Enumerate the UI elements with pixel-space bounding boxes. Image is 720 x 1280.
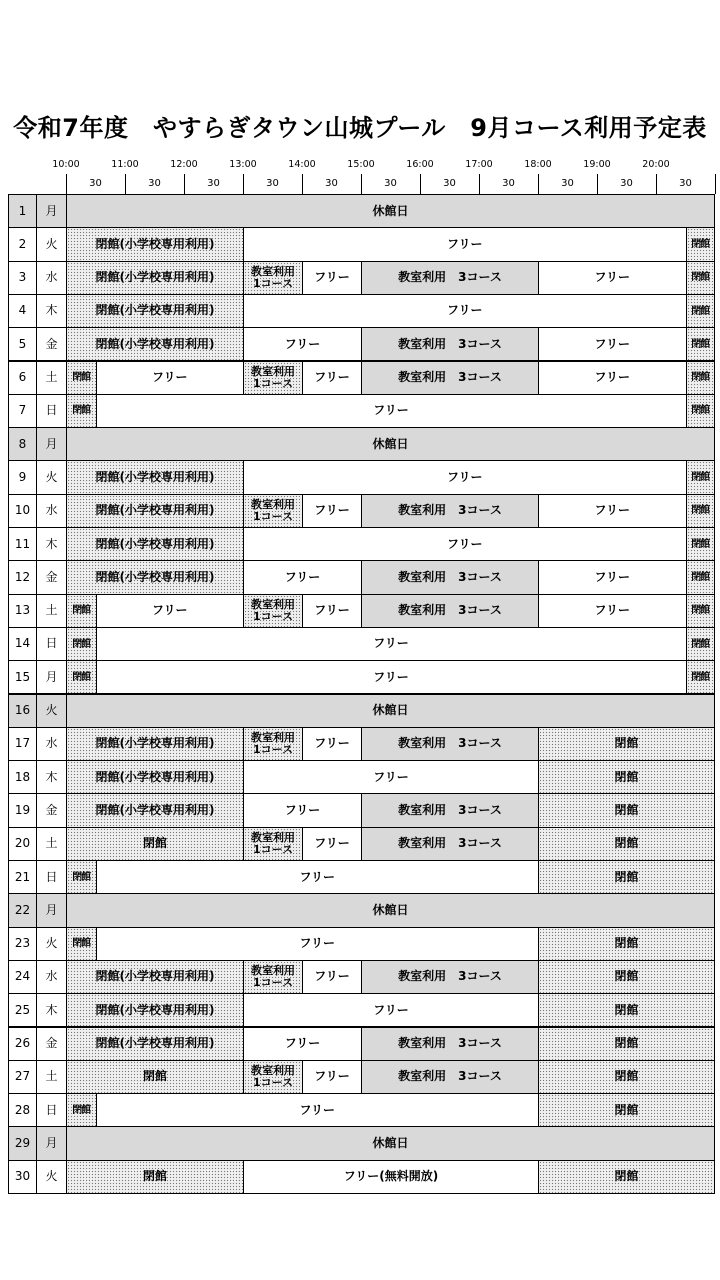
closed-cell: 閉館 bbox=[686, 560, 716, 594]
weekday-cell: 水 bbox=[36, 494, 67, 528]
weekday-cell: 月 bbox=[36, 1126, 67, 1160]
weekday-cell: 火 bbox=[36, 1160, 67, 1194]
time-tick bbox=[538, 174, 539, 194]
weekday-cell: 木 bbox=[36, 760, 67, 794]
free-cell: フリー bbox=[302, 827, 362, 861]
closed-school-cell: 閉館(小学校専用利用) bbox=[66, 1027, 244, 1061]
closed-cell: 閉館 bbox=[686, 494, 716, 528]
time-label: 18:00 bbox=[524, 159, 552, 170]
closed-cell: 閉館 bbox=[686, 460, 716, 494]
closed-school-cell: 閉館(小学校専用利用) bbox=[66, 494, 244, 528]
date-cell: 29 bbox=[8, 1126, 37, 1160]
date-cell: 9 bbox=[8, 460, 37, 494]
class-3-course-cell: 教室利用 3コース bbox=[361, 727, 539, 761]
closed-cell: 閉館 bbox=[538, 827, 715, 861]
time-label: 12:00 bbox=[170, 159, 198, 170]
closed-cell: 閉館 bbox=[686, 294, 716, 328]
time-tick bbox=[184, 174, 185, 194]
closed-cell: 閉館 bbox=[66, 660, 97, 694]
class-1-course-line2: 1コース bbox=[252, 609, 294, 623]
half-hour-label: 30 bbox=[89, 178, 102, 189]
class-1-course-line2: 1コース bbox=[252, 976, 294, 990]
time-label: 14:00 bbox=[288, 159, 316, 170]
time-label: 20:00 bbox=[642, 159, 670, 170]
class-1-course-line1: 教室利用 bbox=[251, 497, 295, 511]
closed-school-cell: 閉館(小学校専用利用) bbox=[66, 261, 244, 295]
class-1-course-line1: 教室利用 bbox=[251, 364, 295, 378]
closed-cell: 閉館 bbox=[66, 627, 97, 661]
weekday-cell: 金 bbox=[36, 1027, 67, 1061]
weekday-cell: 水 bbox=[36, 960, 67, 994]
time-tick bbox=[66, 174, 67, 194]
time-tick bbox=[243, 174, 244, 194]
class-3-course-cell: 教室利用 3コース bbox=[361, 793, 539, 827]
date-cell: 30 bbox=[8, 1160, 37, 1194]
date-cell: 5 bbox=[8, 327, 37, 361]
free-cell: フリー bbox=[302, 594, 362, 628]
free-cell: フリー bbox=[96, 627, 687, 661]
closed-cell: 閉館 bbox=[686, 527, 716, 561]
free-cell: フリー bbox=[243, 227, 687, 261]
holiday-cell: 休館日 bbox=[66, 893, 715, 927]
time-label: 10:00 bbox=[52, 159, 80, 170]
closed-school-cell: 閉館(小学校専用利用) bbox=[66, 760, 244, 794]
class-1-course-cell bbox=[243, 494, 303, 528]
closed-cell: 閉館 bbox=[538, 960, 715, 994]
free-cell: フリー bbox=[243, 1027, 362, 1061]
free-cell: フリー bbox=[302, 261, 362, 295]
weekday-cell: 月 bbox=[36, 893, 67, 927]
closed-cell: 閉館 bbox=[66, 1160, 244, 1194]
closed-school-cell: 閉館(小学校専用利用) bbox=[66, 793, 244, 827]
time-tick bbox=[125, 174, 126, 194]
class-1-course-line1: 教室利用 bbox=[251, 963, 295, 977]
date-cell: 23 bbox=[8, 927, 37, 961]
date-cell: 2 bbox=[8, 227, 37, 261]
closed-cell: 閉館 bbox=[538, 993, 715, 1027]
free-cell: フリー bbox=[302, 361, 362, 395]
closed-school-cell: 閉館(小学校専用利用) bbox=[66, 227, 244, 261]
weekday-cell: 木 bbox=[36, 993, 67, 1027]
class-1-course-line2: 1コース bbox=[252, 1075, 294, 1089]
weekday-cell: 金 bbox=[36, 793, 67, 827]
half-hour-label: 30 bbox=[679, 178, 692, 189]
time-tick bbox=[597, 174, 598, 194]
weekday-cell: 水 bbox=[36, 261, 67, 295]
date-cell: 26 bbox=[8, 1027, 37, 1061]
class-1-course-line2: 1コース bbox=[252, 509, 294, 523]
date-cell: 10 bbox=[8, 494, 37, 528]
weekday-cell: 日 bbox=[36, 1093, 67, 1127]
closed-cell: 閉館 bbox=[686, 361, 716, 395]
class-1-course-cell bbox=[243, 594, 303, 628]
time-label: 15:00 bbox=[347, 159, 375, 170]
closed-school-cell: 閉館(小学校専用利用) bbox=[66, 993, 244, 1027]
class-1-course-line2: 1コース bbox=[252, 742, 294, 756]
free-cell: フリー bbox=[243, 460, 687, 494]
weekday-cell: 金 bbox=[36, 560, 67, 594]
free-cell: フリー bbox=[243, 294, 687, 328]
class-3-course-cell: 教室利用 3コース bbox=[361, 1027, 539, 1061]
time-label: 13:00 bbox=[229, 159, 257, 170]
time-tick bbox=[420, 174, 421, 194]
class-1-course-cell bbox=[243, 361, 303, 395]
weekday-cell: 土 bbox=[36, 827, 67, 861]
weekday-cell: 火 bbox=[36, 694, 67, 728]
time-label: 16:00 bbox=[406, 159, 434, 170]
weekday-cell: 土 bbox=[36, 594, 67, 628]
class-3-course-cell: 教室利用 3コース bbox=[361, 1060, 539, 1094]
half-hour-label: 30 bbox=[561, 178, 574, 189]
holiday-cell: 休館日 bbox=[66, 1126, 715, 1160]
closed-cell: 閉館 bbox=[538, 760, 715, 794]
date-cell: 27 bbox=[8, 1060, 37, 1094]
class-1-course-line2: 1コース bbox=[252, 842, 294, 856]
weekday-cell: 木 bbox=[36, 294, 67, 328]
class-1-course-line2: 1コース bbox=[252, 376, 294, 390]
date-cell: 3 bbox=[8, 261, 37, 295]
free-cell: フリー bbox=[302, 960, 362, 994]
closed-cell: 閉館 bbox=[686, 394, 716, 428]
weekday-cell: 日 bbox=[36, 394, 67, 428]
date-cell: 11 bbox=[8, 527, 37, 561]
closed-cell: 閉館 bbox=[686, 261, 716, 295]
closed-cell: 閉館 bbox=[66, 361, 97, 395]
free-cell: フリー bbox=[302, 494, 362, 528]
date-cell: 13 bbox=[8, 594, 37, 628]
closed-cell: 閉館 bbox=[686, 227, 716, 261]
free-cell: フリー bbox=[243, 327, 362, 361]
date-cell: 24 bbox=[8, 960, 37, 994]
closed-school-cell: 閉館(小学校専用利用) bbox=[66, 960, 244, 994]
date-cell: 19 bbox=[8, 793, 37, 827]
free-open-cell: フリー(無料開放) bbox=[243, 1160, 539, 1194]
closed-cell: 閉館 bbox=[66, 927, 97, 961]
date-cell: 7 bbox=[8, 394, 37, 428]
date-cell: 18 bbox=[8, 760, 37, 794]
free-cell: フリー bbox=[243, 527, 687, 561]
class-3-course-cell: 教室利用 3コース bbox=[361, 327, 539, 361]
closed-cell: 閉館 bbox=[66, 394, 97, 428]
weekday-cell: 火 bbox=[36, 227, 67, 261]
holiday-cell: 休館日 bbox=[66, 427, 715, 461]
class-3-course-cell: 教室利用 3コース bbox=[361, 560, 539, 594]
time-header bbox=[0, 0, 720, 200]
class-3-course-cell: 教室利用 3コース bbox=[361, 494, 539, 528]
free-cell: フリー bbox=[538, 594, 687, 628]
class-1-course-line1: 教室利用 bbox=[251, 1063, 295, 1077]
date-cell: 21 bbox=[8, 860, 37, 894]
class-1-course-cell bbox=[243, 827, 303, 861]
date-cell: 20 bbox=[8, 827, 37, 861]
class-3-course-cell: 教室利用 3コース bbox=[361, 827, 539, 861]
class-3-course-cell: 教室利用 3コース bbox=[361, 261, 539, 295]
class-1-course-cell bbox=[243, 960, 303, 994]
class-1-course-line1: 教室利用 bbox=[251, 597, 295, 611]
closed-school-cell: 閉館(小学校専用利用) bbox=[66, 294, 244, 328]
time-tick bbox=[479, 174, 480, 194]
closed-cell: 閉館 bbox=[686, 327, 716, 361]
closed-cell: 閉館 bbox=[538, 1060, 715, 1094]
weekday-cell: 土 bbox=[36, 361, 67, 395]
closed-cell: 閉館 bbox=[686, 627, 716, 661]
weekday-cell: 日 bbox=[36, 627, 67, 661]
half-hour-label: 30 bbox=[325, 178, 338, 189]
date-cell: 25 bbox=[8, 993, 37, 1027]
weekday-cell: 火 bbox=[36, 460, 67, 494]
closed-school-cell: 閉館(小学校専用利用) bbox=[66, 460, 244, 494]
date-cell: 14 bbox=[8, 627, 37, 661]
weekday-cell: 日 bbox=[36, 860, 67, 894]
class-1-course-cell bbox=[243, 261, 303, 295]
class-3-course-cell: 教室利用 3コース bbox=[361, 361, 539, 395]
weekday-cell: 水 bbox=[36, 727, 67, 761]
time-tick bbox=[361, 174, 362, 194]
date-cell: 28 bbox=[8, 1093, 37, 1127]
closed-cell: 閉館 bbox=[66, 1093, 97, 1127]
closed-cell: 閉館 bbox=[538, 1027, 715, 1061]
holiday-cell: 休館日 bbox=[66, 194, 715, 228]
closed-school-cell: 閉館(小学校専用利用) bbox=[66, 727, 244, 761]
holiday-cell: 休館日 bbox=[66, 694, 715, 728]
free-cell: フリー bbox=[243, 793, 362, 827]
half-hour-label: 30 bbox=[384, 178, 397, 189]
half-hour-label: 30 bbox=[502, 178, 515, 189]
free-cell: フリー bbox=[538, 494, 687, 528]
free-cell: フリー bbox=[96, 361, 245, 395]
time-label: 19:00 bbox=[583, 159, 611, 170]
date-cell: 1 bbox=[8, 194, 37, 228]
free-cell: フリー bbox=[243, 993, 539, 1027]
class-1-course-line2: 1コース bbox=[252, 276, 294, 290]
half-hour-label: 30 bbox=[148, 178, 161, 189]
class-3-course-cell: 教室利用 3コース bbox=[361, 594, 539, 628]
time-label: 17:00 bbox=[465, 159, 493, 170]
free-cell: フリー bbox=[96, 1093, 540, 1127]
date-cell: 8 bbox=[8, 427, 37, 461]
date-cell: 4 bbox=[8, 294, 37, 328]
class-1-course-cell bbox=[243, 727, 303, 761]
free-cell: フリー bbox=[302, 1060, 362, 1094]
half-hour-label: 30 bbox=[620, 178, 633, 189]
closed-cell: 閉館 bbox=[538, 1093, 715, 1127]
closed-cell: 閉館 bbox=[66, 1060, 244, 1094]
date-cell: 6 bbox=[8, 361, 37, 395]
free-cell: フリー bbox=[302, 727, 362, 761]
half-hour-label: 30 bbox=[266, 178, 279, 189]
free-cell: フリー bbox=[96, 660, 687, 694]
weekday-cell: 月 bbox=[36, 660, 67, 694]
class-1-course-line1: 教室利用 bbox=[251, 264, 295, 278]
free-cell: フリー bbox=[538, 327, 687, 361]
weekday-cell: 金 bbox=[36, 327, 67, 361]
closed-cell: 閉館 bbox=[686, 594, 716, 628]
page-title: 令和7年度 やすらぎタウン山城プール 9月コース利用予定表 bbox=[13, 114, 707, 142]
time-tick bbox=[715, 174, 716, 194]
class-1-course-cell bbox=[243, 1060, 303, 1094]
class-3-course-cell: 教室利用 3コース bbox=[361, 960, 539, 994]
closed-school-cell: 閉館(小学校専用利用) bbox=[66, 327, 244, 361]
date-cell: 17 bbox=[8, 727, 37, 761]
date-cell: 16 bbox=[8, 694, 37, 728]
free-cell: フリー bbox=[538, 261, 687, 295]
half-hour-label: 30 bbox=[207, 178, 220, 189]
free-cell: フリー bbox=[96, 394, 687, 428]
closed-cell: 閉館 bbox=[538, 727, 715, 761]
free-cell: フリー bbox=[538, 560, 687, 594]
time-tick bbox=[302, 174, 303, 194]
closed-cell: 閉館 bbox=[686, 660, 716, 694]
free-cell: フリー bbox=[96, 927, 540, 961]
free-cell: フリー bbox=[538, 361, 687, 395]
closed-school-cell: 閉館(小学校専用利用) bbox=[66, 527, 244, 561]
free-cell: フリー bbox=[243, 560, 362, 594]
date-cell: 22 bbox=[8, 893, 37, 927]
half-hour-label: 30 bbox=[443, 178, 456, 189]
closed-cell: 閉館 bbox=[66, 594, 97, 628]
closed-cell: 閉館 bbox=[538, 1160, 715, 1194]
closed-cell: 閉館 bbox=[66, 827, 244, 861]
closed-cell: 閉館 bbox=[538, 927, 715, 961]
weekday-cell: 火 bbox=[36, 927, 67, 961]
free-cell: フリー bbox=[96, 594, 245, 628]
class-1-course-line1: 教室利用 bbox=[251, 830, 295, 844]
weekday-cell: 土 bbox=[36, 1060, 67, 1094]
closed-cell: 閉館 bbox=[66, 860, 97, 894]
weekday-cell: 月 bbox=[36, 194, 67, 228]
time-tick bbox=[656, 174, 657, 194]
time-label: 11:00 bbox=[111, 159, 139, 170]
closed-cell: 閉館 bbox=[538, 793, 715, 827]
closed-school-cell: 閉館(小学校専用利用) bbox=[66, 560, 244, 594]
class-1-course-line1: 教室利用 bbox=[251, 730, 295, 744]
weekday-cell: 月 bbox=[36, 427, 67, 461]
date-cell: 12 bbox=[8, 560, 37, 594]
weekday-cell: 木 bbox=[36, 527, 67, 561]
free-cell: フリー bbox=[96, 860, 540, 894]
closed-cell: 閉館 bbox=[538, 860, 715, 894]
free-cell: フリー bbox=[243, 760, 539, 794]
date-cell: 15 bbox=[8, 660, 37, 694]
